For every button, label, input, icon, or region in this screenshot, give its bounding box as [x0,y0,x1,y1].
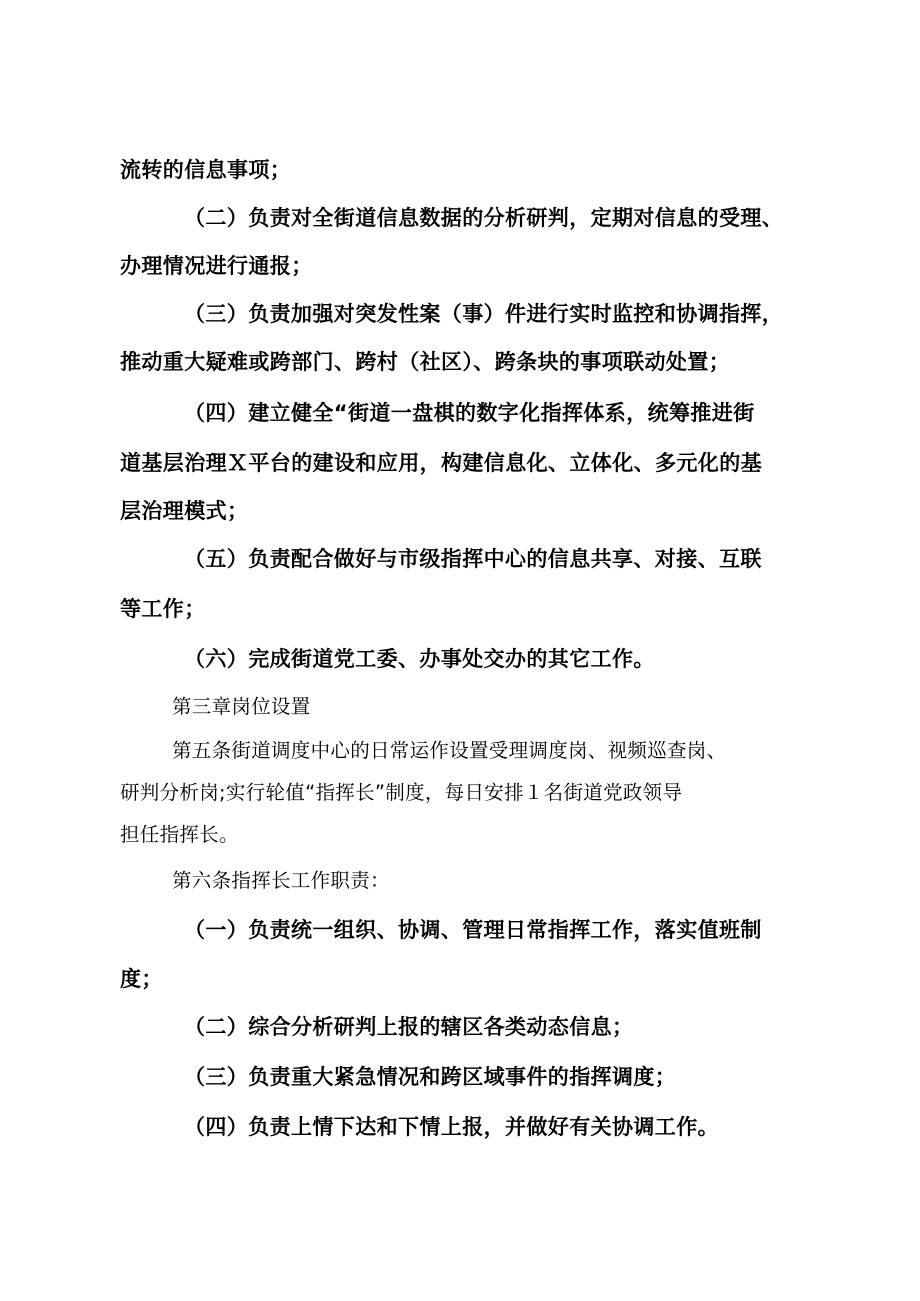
text-line: 流转的信息事项； [120,158,292,182]
text-line: 第五条街道调度中心的日常运作设置受理调度岗、视频巡查岗、 [172,739,727,762]
text-line: （三）负责重大紧急情况和跨区域事件的指挥调度； [184,1065,677,1089]
text-line: 层治理模式； [120,499,249,523]
text-line: （二）综合分析研判上报的辖区各类动态信息； [184,1015,634,1039]
text-line: （一）负责统一组织、协调、管理日常指挥工作，落实值班制 [184,918,762,942]
text-line: 等工作； [120,597,206,621]
text-line: 办理情况进行通报； [120,254,313,278]
text-line: 研判分析岗;实行轮值“指挥长”制度，每日安排１名街道党政领导 [120,781,683,804]
text-line: （四）建立健全“街道一盘棋的数字化指挥体系，统筹推进街 [184,401,755,425]
chapter-heading: 第三章岗位设置 [172,695,311,718]
text-line: 担任指挥长。 [120,823,239,846]
text-line: 度； [120,967,163,991]
text-line: 第六条指挥长工作职责： [172,869,390,892]
text-line: （三）负责加强对突发性案（事）件进行实时监控和协调指挥， [184,302,784,326]
text-line: （五）负责配合做好与市级指挥中心的信息共享、对接、互联 [184,547,762,571]
text-line: （六）完成街道党工委、办事处交办的其它工作。 [184,647,655,671]
text-line: 道基层治理Ｘ平台的建设和应用，构建信息化、立体化、多元化的基 [120,451,762,475]
text-line: （四）负责上情下达和下情上报，并做好有关协调工作。 [184,1115,719,1139]
text-line: （二）负责对全街道信息数据的分析研判，定期对信息的受理、 [184,206,784,230]
text-line: 推动重大疑难或跨部门、跨村（社区）、跨条块的事项联动处置； [120,350,731,374]
